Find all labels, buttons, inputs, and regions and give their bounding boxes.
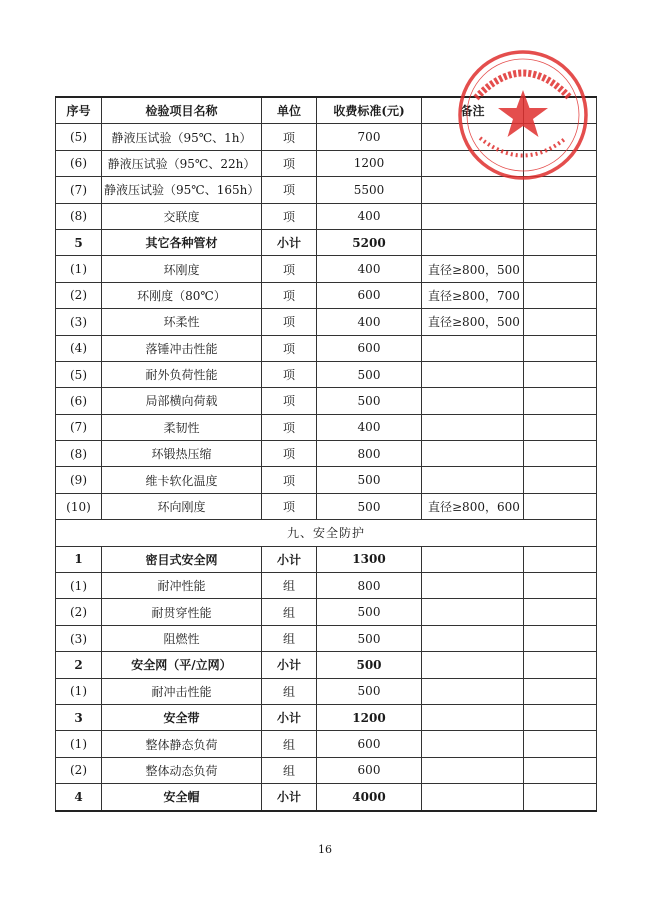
cell-unit: 小计 <box>262 704 317 730</box>
cell-name: 环刚度 <box>102 256 262 282</box>
cell-no: (1) <box>56 678 102 704</box>
cell-no: (1) <box>56 256 102 282</box>
table-header-row <box>56 97 597 124</box>
cell-note <box>422 731 524 757</box>
cell-name: 环刚度（80℃） <box>102 282 262 308</box>
cell-name: 安全网（平/立网） <box>102 652 262 678</box>
cell-name: 其它各种管材 <box>102 229 262 255</box>
cell-fee: 600 <box>317 335 422 361</box>
cell-note <box>422 150 524 176</box>
table-row <box>56 124 597 150</box>
table-row <box>56 203 597 229</box>
cell-fee: 600 <box>317 731 422 757</box>
table-body <box>56 124 597 811</box>
cell-fee: 400 <box>317 414 422 440</box>
cell-name: 静液压试验（95℃、165h） <box>102 177 262 203</box>
cell-extra <box>524 388 597 414</box>
cell-note <box>422 414 524 440</box>
cell-extra <box>524 229 597 255</box>
cell-no: (7) <box>56 414 102 440</box>
cell-no: 2 <box>56 652 102 678</box>
cell-name: 静液压试验（95℃、22h） <box>102 150 262 176</box>
subtotal-row <box>56 546 597 572</box>
cell-note <box>422 704 524 730</box>
header-unit: 单位 <box>262 97 317 124</box>
cell-no: 5 <box>56 229 102 255</box>
table-row <box>56 441 597 467</box>
header-note: 备注 <box>422 97 524 124</box>
cell-extra <box>524 335 597 361</box>
table-row <box>56 309 597 335</box>
cell-fee: 500 <box>317 652 422 678</box>
cell-fee: 1300 <box>317 546 422 572</box>
subtotal-row <box>56 652 597 678</box>
cell-name: 交联度 <box>102 203 262 229</box>
cell-no: (2) <box>56 282 102 308</box>
cell-note <box>422 361 524 387</box>
table-row <box>56 335 597 361</box>
cell-no: (4) <box>56 335 102 361</box>
cell-fee: 700 <box>317 124 422 150</box>
cell-extra <box>524 731 597 757</box>
cell-note <box>422 124 524 150</box>
cell-extra <box>524 784 597 811</box>
cell-fee: 500 <box>317 625 422 651</box>
cell-extra <box>524 414 597 440</box>
cell-extra <box>524 625 597 651</box>
cell-note: 直径≥800，600 <box>422 493 524 519</box>
cell-fee: 600 <box>317 282 422 308</box>
header-no: 序号 <box>56 97 102 124</box>
cell-unit: 小计 <box>262 546 317 572</box>
cell-fee: 4000 <box>317 784 422 811</box>
cell-no: (8) <box>56 203 102 229</box>
cell-extra <box>524 573 597 599</box>
cell-name: 环柔性 <box>102 309 262 335</box>
cell-note <box>422 546 524 572</box>
cell-extra <box>524 757 597 783</box>
cell-name: 安全帽 <box>102 784 262 811</box>
subtotal-row <box>56 784 597 811</box>
seal-lettering-arc <box>476 73 570 98</box>
cell-unit: 组 <box>262 573 317 599</box>
cell-note <box>422 203 524 229</box>
table-row <box>56 150 597 176</box>
fee-table <box>55 96 597 812</box>
cell-name: 环锻热压缩 <box>102 441 262 467</box>
table-row <box>56 414 597 440</box>
cell-fee: 500 <box>317 599 422 625</box>
cell-fee: 1200 <box>317 704 422 730</box>
cell-extra <box>524 678 597 704</box>
cell-note <box>422 388 524 414</box>
cell-fee: 5200 <box>317 229 422 255</box>
cell-name: 局部横向荷载 <box>102 388 262 414</box>
table-row <box>56 757 597 783</box>
cell-fee: 400 <box>317 256 422 282</box>
header-name: 检验项目名称 <box>102 97 262 124</box>
cell-name: 维卡软化温度 <box>102 467 262 493</box>
cell-extra <box>524 467 597 493</box>
cell-unit: 组 <box>262 731 317 757</box>
cell-extra <box>524 599 597 625</box>
cell-note <box>422 625 524 651</box>
cell-note: 直径≥800，700 <box>422 282 524 308</box>
table-row <box>56 282 597 308</box>
cell-extra <box>524 124 597 150</box>
cell-no: (6) <box>56 150 102 176</box>
cell-unit: 项 <box>262 124 317 150</box>
cell-fee: 5500 <box>317 177 422 203</box>
section-title: 九、安全防护 <box>56 520 597 546</box>
subtotal-row <box>56 229 597 255</box>
table-row <box>56 678 597 704</box>
cell-no: (6) <box>56 388 102 414</box>
cell-note: 直径≥800，500 <box>422 256 524 282</box>
table-row <box>56 493 597 519</box>
cell-fee: 400 <box>317 203 422 229</box>
cell-no: (5) <box>56 361 102 387</box>
cell-name: 耐冲性能 <box>102 573 262 599</box>
header-fee: 收费标准(元) <box>317 97 422 124</box>
cell-unit: 项 <box>262 335 317 361</box>
header-extra <box>524 97 597 124</box>
table-row <box>56 256 597 282</box>
cell-no: (1) <box>56 731 102 757</box>
cell-unit: 组 <box>262 625 317 651</box>
table-row <box>56 361 597 387</box>
cell-name: 安全带 <box>102 704 262 730</box>
cell-unit: 小计 <box>262 229 317 255</box>
table-row <box>56 625 597 651</box>
cell-unit: 项 <box>262 493 317 519</box>
cell-unit: 小计 <box>262 784 317 811</box>
cell-name: 整体静态负荷 <box>102 731 262 757</box>
section-row <box>56 520 597 546</box>
cell-fee: 500 <box>317 361 422 387</box>
cell-extra <box>524 493 597 519</box>
table-row <box>56 573 597 599</box>
cell-extra <box>524 309 597 335</box>
cell-no: (5) <box>56 124 102 150</box>
cell-note <box>422 678 524 704</box>
cell-unit: 项 <box>262 467 317 493</box>
cell-name: 柔韧性 <box>102 414 262 440</box>
cell-name: 耐冲击性能 <box>102 678 262 704</box>
cell-name: 落锤冲击性能 <box>102 335 262 361</box>
cell-extra <box>524 150 597 176</box>
cell-no: (8) <box>56 441 102 467</box>
cell-note <box>422 757 524 783</box>
cell-no: (7) <box>56 177 102 203</box>
cell-unit: 项 <box>262 177 317 203</box>
cell-extra <box>524 203 597 229</box>
cell-unit: 项 <box>262 256 317 282</box>
cell-note: 直径≥800，500 <box>422 309 524 335</box>
cell-fee: 400 <box>317 309 422 335</box>
cell-no: (10) <box>56 493 102 519</box>
cell-name: 密目式安全网 <box>102 546 262 572</box>
cell-fee: 500 <box>317 388 422 414</box>
cell-extra <box>524 441 597 467</box>
cell-note <box>422 177 524 203</box>
cell-name: 整体动态负荷 <box>102 757 262 783</box>
cell-unit: 项 <box>262 414 317 440</box>
cell-unit: 项 <box>262 388 317 414</box>
cell-name: 阻燃性 <box>102 625 262 651</box>
cell-extra <box>524 704 597 730</box>
cell-note <box>422 784 524 811</box>
cell-no: (3) <box>56 625 102 651</box>
cell-no: (2) <box>56 757 102 783</box>
cell-note <box>422 467 524 493</box>
cell-fee: 800 <box>317 573 422 599</box>
table-row <box>56 467 597 493</box>
subtotal-row <box>56 704 597 730</box>
cell-extra <box>524 256 597 282</box>
cell-no: (3) <box>56 309 102 335</box>
cell-fee: 600 <box>317 757 422 783</box>
cell-no: 4 <box>56 784 102 811</box>
cell-extra <box>524 361 597 387</box>
page-number: 16 <box>318 843 332 856</box>
cell-note <box>422 573 524 599</box>
cell-unit: 组 <box>262 678 317 704</box>
cell-fee: 500 <box>317 493 422 519</box>
cell-unit: 小计 <box>262 652 317 678</box>
table-row <box>56 731 597 757</box>
cell-fee: 800 <box>317 441 422 467</box>
cell-no: (1) <box>56 573 102 599</box>
table-row <box>56 599 597 625</box>
cell-fee: 500 <box>317 678 422 704</box>
cell-unit: 项 <box>262 309 317 335</box>
cell-fee: 500 <box>317 467 422 493</box>
cell-name: 耐外负荷性能 <box>102 361 262 387</box>
cell-unit: 项 <box>262 203 317 229</box>
cell-extra <box>524 546 597 572</box>
cell-unit: 项 <box>262 441 317 467</box>
cell-name: 环向刚度 <box>102 493 262 519</box>
cell-note <box>422 335 524 361</box>
cell-extra <box>524 282 597 308</box>
cell-no: 3 <box>56 704 102 730</box>
cell-note <box>422 599 524 625</box>
cell-fee: 1200 <box>317 150 422 176</box>
cell-name: 耐贯穿性能 <box>102 599 262 625</box>
cell-unit: 项 <box>262 361 317 387</box>
cell-note <box>422 652 524 678</box>
table-row <box>56 388 597 414</box>
cell-unit: 组 <box>262 757 317 783</box>
cell-unit: 组 <box>262 599 317 625</box>
cell-name: 静液压试验（95℃、1h） <box>102 124 262 150</box>
cell-unit: 项 <box>262 150 317 176</box>
cell-note <box>422 441 524 467</box>
cell-no: 1 <box>56 546 102 572</box>
cell-no: (9) <box>56 467 102 493</box>
cell-extra <box>524 652 597 678</box>
cell-note <box>422 229 524 255</box>
table-row <box>56 177 597 203</box>
cell-extra <box>524 177 597 203</box>
cell-unit: 项 <box>262 282 317 308</box>
cell-no: (2) <box>56 599 102 625</box>
